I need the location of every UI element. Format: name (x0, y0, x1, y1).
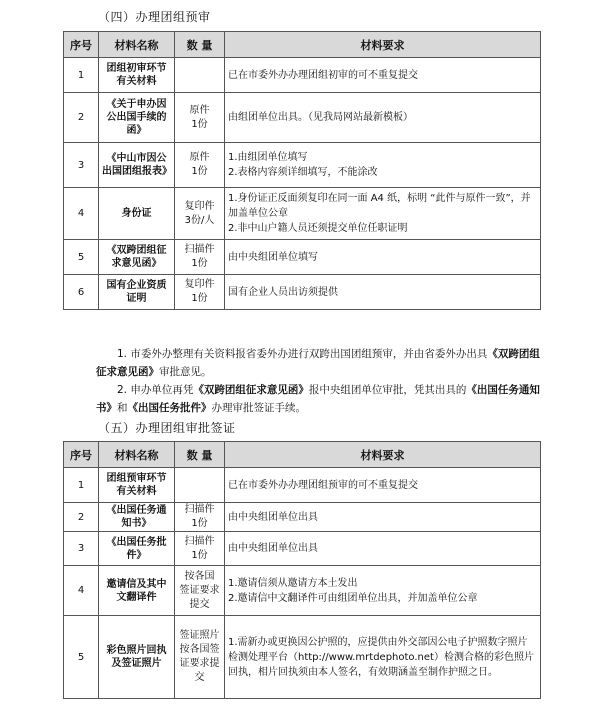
requirement-line: 2.邀请信中文翻译件可由组团单位出具，并加盖单位公章 (228, 592, 478, 604)
header-quantity: 数 量 (175, 32, 225, 58)
material-quantity (175, 93, 225, 143)
materials-table-approval-visa (63, 441, 541, 699)
quantity-line: 签证照片 (179, 630, 220, 641)
note-paragraph-1 (96, 345, 541, 381)
table-header-row (64, 32, 541, 58)
material-requirements (225, 566, 541, 616)
material-requirements (225, 240, 541, 275)
requirement-line: 1.身份证正反面须复印在同一面 A4 纸，标明 “此件与原件一致”，并加盖单位公章 (228, 193, 531, 219)
materials-table-preliminary-review (63, 31, 541, 310)
table-row (64, 58, 541, 93)
material-name: 身份证 (99, 188, 175, 240)
quantity-line: 原件 (189, 152, 210, 163)
row-number: 1 (64, 58, 99, 93)
table-row (64, 468, 541, 503)
quantity-line: 复印件 (184, 279, 215, 290)
material-quantity (175, 143, 225, 188)
requirement-line: 已在市委外办办理团组初审的可不重复提交 (228, 69, 418, 81)
quantity-line: 1份 (191, 118, 208, 130)
quantity-line: 3份/人 (184, 214, 215, 226)
quantity-line: 1份 (191, 549, 208, 561)
row-number: 3 (64, 532, 99, 566)
row-number: 4 (64, 188, 99, 240)
quantity-line: 提交 (189, 598, 210, 610)
quantity-line: 1份 (191, 258, 208, 269)
quantity-line: 扫描件 (184, 535, 215, 547)
note-text: 审批意见。 (159, 366, 212, 378)
quantity-line: 1份 (191, 293, 208, 304)
row-number: 5 (64, 616, 99, 699)
material-name: 《关于申办因公出国手续的函》 (99, 93, 175, 143)
requirement-line: 1.邀请信须从邀请方本土发出 (228, 577, 358, 589)
material-quantity (175, 58, 225, 93)
quantity-line: 扫描件 (184, 244, 215, 255)
note-document-name: 《双跨团组征求意见函》 (96, 348, 540, 378)
material-name: 《中山市因公出国团组报表》 (99, 143, 175, 188)
quantity-line: 签证要求 (179, 584, 220, 596)
material-quantity (175, 468, 225, 503)
table-row (64, 275, 541, 310)
table-row (64, 566, 541, 616)
table-row (64, 143, 541, 188)
material-requirements (225, 468, 541, 503)
quantity-line: 扫描件 (184, 504, 215, 515)
note-text: 和 (117, 402, 128, 414)
quantity-line: 按各国签 (179, 644, 220, 655)
material-requirements (225, 532, 541, 566)
material-name: 彩色照片回执及签证照片 (99, 616, 175, 699)
quantity-line: 复印件 (184, 200, 215, 212)
header-requirements: 材料要求 (225, 32, 541, 58)
material-quantity (175, 240, 225, 275)
material-requirements (225, 188, 541, 240)
quantity-line: 1份 (191, 518, 208, 529)
table-row (64, 503, 541, 532)
table-row (64, 188, 541, 240)
note-paragraph-2 (96, 381, 541, 417)
note-text: 办理审批签证手续。 (211, 402, 306, 414)
note-document-name: 《双跨团组征求意见函》 (193, 384, 309, 396)
section-title-preliminary-review: （四）办理团组预审 (98, 10, 211, 24)
section-title-approval-visa: （五）办理团组审批签证 (98, 421, 236, 435)
row-number: 4 (64, 566, 99, 616)
table-row (64, 93, 541, 143)
requirement-line: 由中央组团单位填写 (228, 251, 318, 263)
note-document-name: 《出国任务批件》 (127, 402, 212, 414)
row-number: 3 (64, 143, 99, 188)
table-body (64, 58, 541, 310)
material-quantity (175, 503, 225, 532)
requirement-line: 1.由组团单位填写 (228, 152, 308, 163)
requirement-line: 由组团单位出具。（见我局网站最新模板） (228, 112, 413, 123)
row-number: 2 (64, 503, 99, 532)
quantity-line: 证要求提 (179, 658, 220, 669)
header-quantity: 数 量 (175, 442, 225, 468)
material-quantity (175, 616, 225, 699)
requirement-line: 由中央组团单位出具 (228, 511, 318, 523)
header-no: 序号 (64, 32, 99, 58)
header-material-name: 材料名称 (99, 442, 175, 468)
material-name: 《出国任务通知书》 (99, 503, 175, 532)
material-requirements (225, 616, 541, 699)
requirement-line: 由中央组团单位出具 (228, 543, 318, 554)
table-body (64, 468, 541, 699)
note-document-name: 《出国任务通知书》 (96, 384, 540, 414)
material-requirements (225, 143, 541, 188)
table-row (64, 616, 541, 699)
row-number: 6 (64, 275, 99, 310)
row-number: 5 (64, 240, 99, 275)
material-name: 《出国任务批件》 (99, 532, 175, 566)
material-quantity (175, 566, 225, 616)
table-header-row (64, 442, 541, 468)
material-requirements (225, 58, 541, 93)
row-number: 1 (64, 468, 99, 503)
note-text: 报中央组团单位审批，凭其出具的 (308, 384, 467, 396)
row-number: 2 (64, 93, 99, 143)
material-requirements (225, 275, 541, 310)
material-quantity (175, 188, 225, 240)
note-text: 2. 申办单位再凭 (117, 384, 194, 396)
requirement-line: 1.需新办或更换因公护照的，应提供由外交部因公电子护照数字照片检测处理平台（http://www.mrtdephoto.net）检测合格的彩色照片回执，相片回执须由本人签名，有效期涵盖至制作护照之日。 (228, 636, 534, 678)
material-requirements (225, 503, 541, 532)
header-requirements: 材料要求 (225, 442, 541, 468)
header-material-name: 材料名称 (99, 32, 175, 58)
quantity-line: 1份 (191, 166, 208, 177)
material-name: 国有企业资质证明 (99, 275, 175, 310)
table-row (64, 240, 541, 275)
header-no: 序号 (64, 442, 99, 468)
material-quantity (175, 275, 225, 310)
quantity-line: 按各国 (184, 570, 215, 582)
note-text: 1. 市委外办整理有关资料报省委外办进行双跨出国团组预审，并由省委外办出具 (117, 348, 488, 360)
table-row (64, 532, 541, 566)
quantity-line: 交 (194, 672, 205, 683)
material-name: 团组预审环节有关材料 (99, 468, 175, 503)
requirement-line: 2.表格内容须详细填写，不能涂改 (228, 167, 378, 178)
material-quantity (175, 532, 225, 566)
requirement-line: 2.非中山户籍人员还须提交单位任职证明 (228, 223, 408, 234)
material-name: 邀请信及其中文翻译件 (99, 566, 175, 616)
quantity-line: 原件 (189, 104, 210, 116)
requirement-line: 国有企业人员出访须提供 (228, 286, 338, 298)
requirement-line: 已在市委外办办理团组预审的可不重复提交 (228, 479, 418, 491)
material-name: 《双跨团组征求意见函》 (99, 240, 175, 275)
material-name: 团组初审环节有关材料 (99, 58, 175, 93)
material-requirements (225, 93, 541, 143)
